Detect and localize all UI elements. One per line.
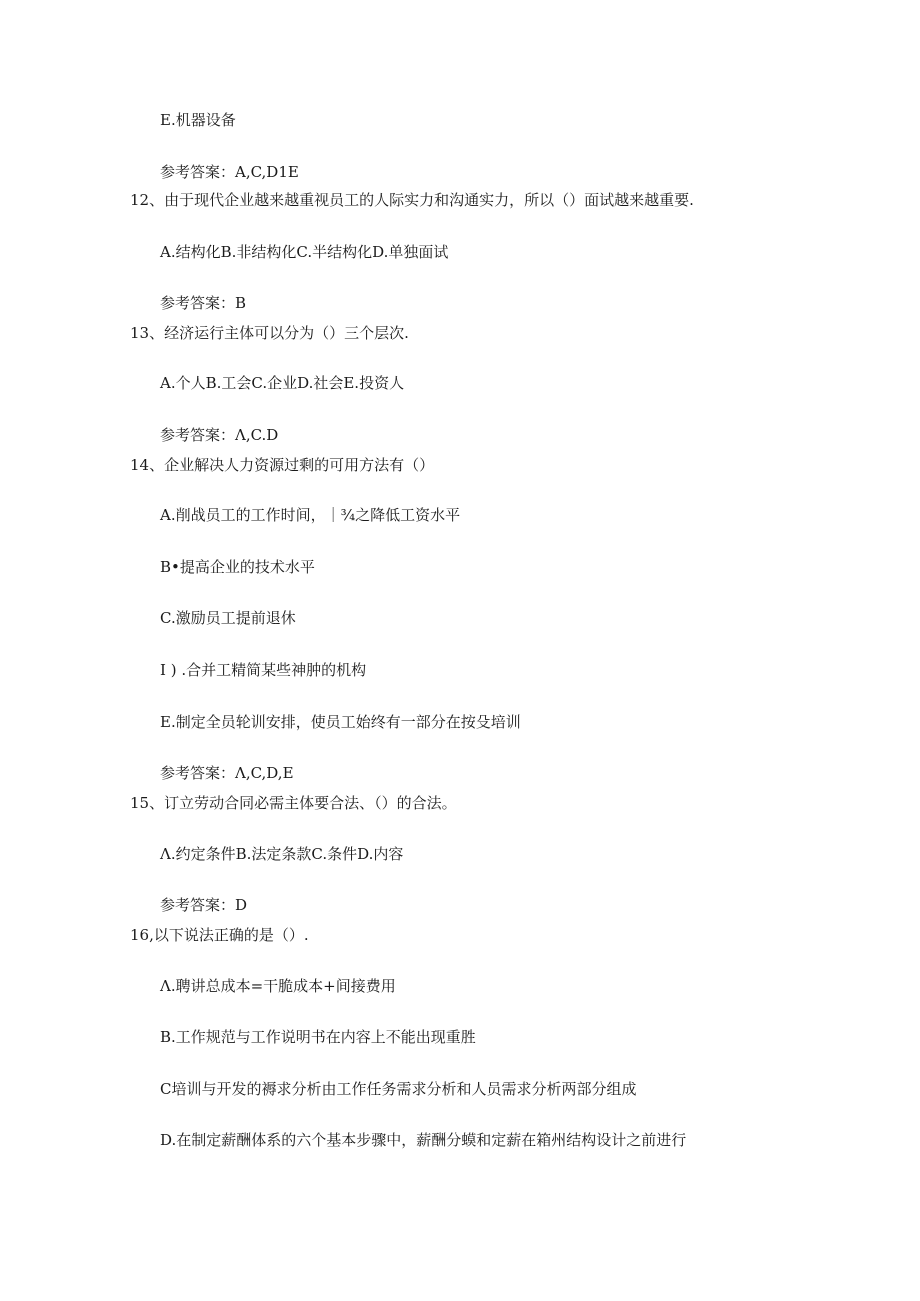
options-line: Λ.约定条件B.法定条款C.条件D.内容 (160, 845, 404, 863)
question-15: 15、订立劳动合同必需主体要合法、（）的合法。 (130, 794, 457, 812)
answer-line: 参考答案：A,C,D1E (160, 163, 299, 181)
question-12: 12、由于现代企业越来越重视员工的人际实力和沟通实力，所以（）面试越来越重要. (130, 191, 694, 209)
option-line: C培训与开发的褥求分析由工作任务需求分析和人员需求分析两部分组成 (160, 1080, 637, 1098)
option-line: C.激励员工提前退休 (160, 609, 296, 627)
question-14: 14、企业解决人力资源过剩的可用方法有（） (130, 456, 435, 474)
option-line: D.在制定薪酬体系的六个基本步骤中，薪酬分蟆和定薪在箱州结构设计之前进行 (160, 1131, 687, 1149)
question-16: 16,以下说法正确的是（）. (130, 926, 309, 944)
option-line: A.削战员工的工作时间，｜¾之降低工资水平 (160, 506, 461, 524)
answer-line: 参考答案：D (160, 896, 248, 914)
options-line: A.结构化B.非结构化C.半结构化D.单独面试 (160, 243, 449, 261)
options-line: A.个人B.工会C.企业D.社会E.投资人 (160, 374, 405, 392)
option-line: E.机器设备 (160, 111, 236, 129)
option-line: Λ.聘讲总成本=干脆成本+间接费用 (160, 977, 396, 995)
option-line: E.制定全员轮训安排，使员工始终有一部分在按殳培训 (160, 713, 521, 731)
answer-line: 参考答案：B (160, 294, 247, 312)
answer-line: 参考答案：Λ,C,D,E (160, 764, 294, 782)
option-line: B.工作规范与工作说明书在内容上不能出现重胜 (160, 1028, 476, 1046)
option-line: I ) .合并工精简某些神肿的机构 (160, 661, 367, 679)
answer-line: 参考答案：Λ,C.D (160, 426, 279, 444)
question-13: 13、经济运行主体可以分为（）三个层次. (130, 324, 409, 342)
option-line: B•提高企业的技术水平 (160, 558, 315, 576)
